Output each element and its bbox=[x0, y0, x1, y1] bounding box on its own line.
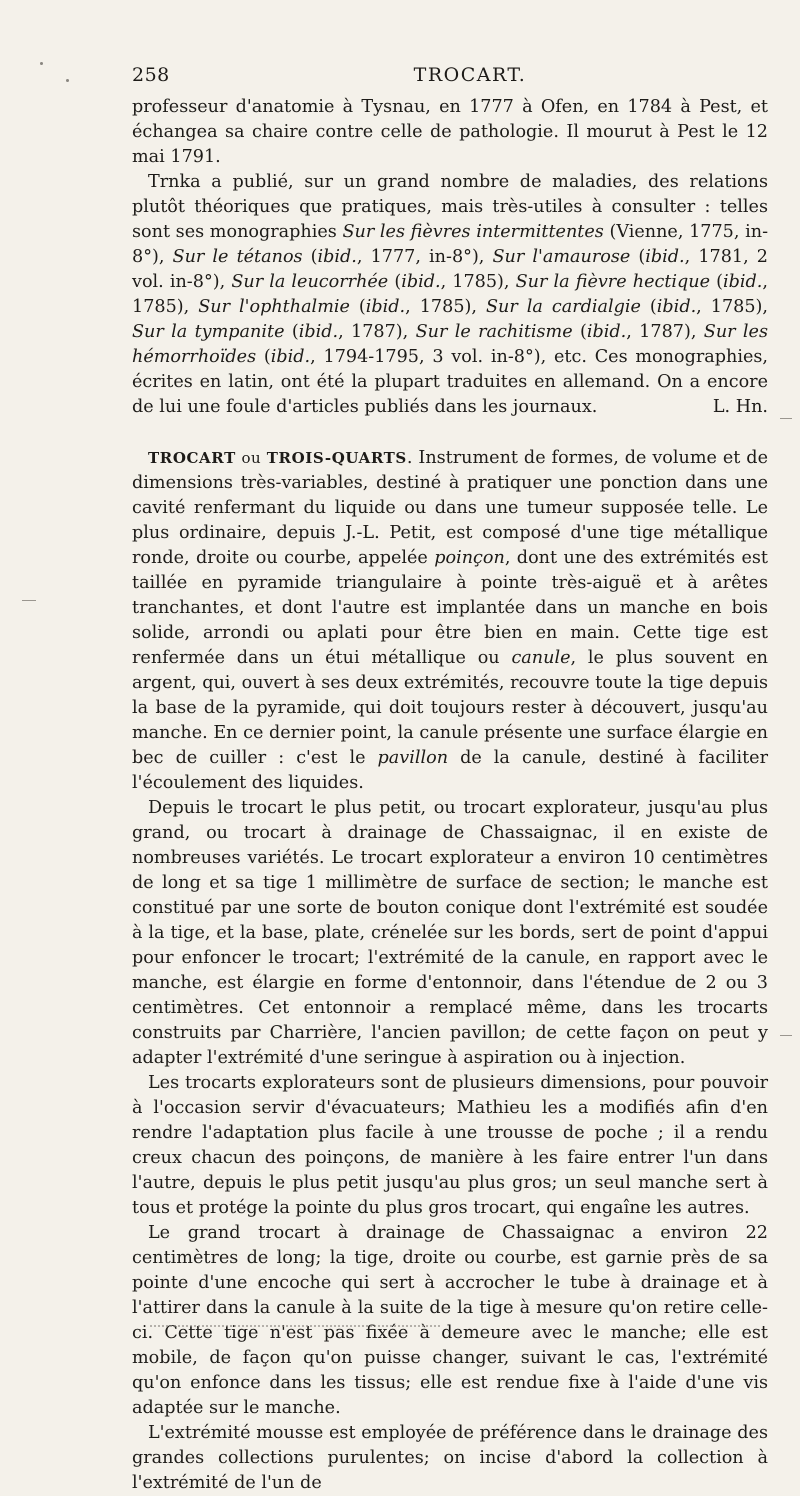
running-title: TROCART. bbox=[413, 64, 527, 86]
page-body bbox=[132, 95, 768, 1496]
alt-headword: TROIS-QUARTS bbox=[266, 449, 407, 467]
scan-speck bbox=[66, 79, 69, 82]
author-signature: L. Hn. bbox=[712, 397, 768, 417]
margin-mark bbox=[780, 1035, 792, 1036]
article-paragraph: Depuis le trocart le plus petit, ou trocart explorateur, jusqu'au plus grand, ou trocart à drainage de Chassaignac, il en existe de nombreuses variétés. Le trocart explorateur a environ 10 centimètres de long et sa tige 1 millimètre de surface de section; le manche est constitué par une sorte de bouton conique dont l'extrémité est soudée à la tige, et la base, plate, crénelée sur les bords, sert de point d'appui pour enfoncer le trocart; l'extrémité de la canule, en rapport avec le manche, est élargie en forme d'entonnoir, dans l'étendue de 2 ou 3 centimètres. Cet entonnoir a remplacé même, dans les trocarts construits par Charrière, l'ancien pavillon; de cette façon on peut y adapter l'extrémité d'une seringue à aspiration ou à injection. bbox=[132, 798, 768, 1068]
article-paragraph: Les trocarts explorateurs sont de plusieurs dimensions, pour pouvoir à l'occasion servir d'évacuateurs; Mathieu les a modifiés afin d'en rendre l'adaptation plus facile à une trousse de poche ; il a rendu creux chacun des poinçons, de manière à les faire entrer l'un dans l'autre, depuis le plus petit jusqu'au plus gros; un seul manche sert à tous et protége la pointe du plus gros trocart, qui engaîne les autres. bbox=[132, 1073, 768, 1218]
prev-article-paragraph: professeur d'anatomie à Tysnau, en 1777 à Ofen, en 1784 à Pest, et échangea sa chaire contre celle de pathologie. Il mourut à Pest le 12 mai 1791. bbox=[132, 97, 768, 167]
article-separator bbox=[132, 420, 768, 446]
margin-mark bbox=[780, 418, 792, 419]
scan-speck bbox=[40, 62, 43, 65]
headword: TROCART bbox=[148, 449, 236, 467]
page-number: 258 bbox=[132, 64, 170, 86]
page-header bbox=[132, 64, 768, 94]
article-paragraph: TROCART ou TROIS-QUARTS. Instrument de formes, de volume et de dimensions très-variables, destiné à pratiquer une ponction dans une cavité renfermant du liquide ou dans une tumeur supposée telle. Le plus ordinaire, depuis J.-L. Petit, est composé d'une tige métallique ronde, droite ou courbe, appelée poinçon, dont une des extrémités est taillée en pyramide triangulaire à pointe très-aiguë et à arêtes tranchantes, et dont l'autre est implantée dans un manche en bois solide, arrondi ou aplati pour être bien en main. Cette tige est renfermée dans un étui métallique ou canule, le plus souvent en argent, qui, ouvert à ses deux extrémités, recouvre toute la tige depuis la base de la pyramide, qui doit toujours rester à découvert, jusqu'au manche. En ce dernier point, la canule présente une surface élargie en bec de cuiller : c'est le pavillon de la canule, destiné à faciliter l'écoulement des liquides. bbox=[132, 448, 768, 793]
margin-mark bbox=[22, 600, 36, 601]
article-paragraph: L'extrémité mousse est employée de préférence dans le drainage des grandes collections purulentes; on incise d'abord la collection à l'extrémité de l'un de bbox=[132, 1423, 768, 1493]
prev-article-paragraph: Trnka a publié, sur un grand nombre de maladies, des relations plutôt théoriques que pratiques, mais très-utiles à consulter : telles sont ses monographies Sur les fièvres intermittentes (Vienne, 1775, in-8°), Sur le tétanos (ibid., 1777, in-8°), Sur l'amaurose (ibid., 1781, 2 vol. in-8°), Sur la leucorrhée (ibid., 1785), Sur la fièvre hectique (ibid., 1785), Sur l'ophthalmie (ibid., 1785), Sur la cardialgie (ibid., 1785), Sur la tympanite (ibid., 1787), Sur le rachitisme (ibid., 1787), Sur les hémorrhoïdes (ibid., 1794-1795, 3 vol. in-8°), etc. Ces monographies, écrites en latin, ont été la plupart traduites en allemand. On a encore de lui une foule d'articles publiés dans les journaux. L. Hn. bbox=[132, 170, 768, 420]
article-paragraph: Le grand trocart à drainage de Chassaignac a environ 22 centimètres de long; la tige, droite ou courbe, est garnie près de sa pointe d'une encoche qui sert à accrocher le tube à drainage et à l'attirer dans la canule à la suite de la tige à mesure qu'on retire celle-ci. Cette tige n'est pas fixée à demeure avec le manche; elle est mobile, de façon qu'on puisse changer, suivant le cas, l'extrémité qu'on enfonce dans les tissus; elle est rendue fixe à l'aide d'une vis adaptée sur le manche. bbox=[132, 1223, 768, 1418]
footer-rule bbox=[150, 1325, 440, 1329]
